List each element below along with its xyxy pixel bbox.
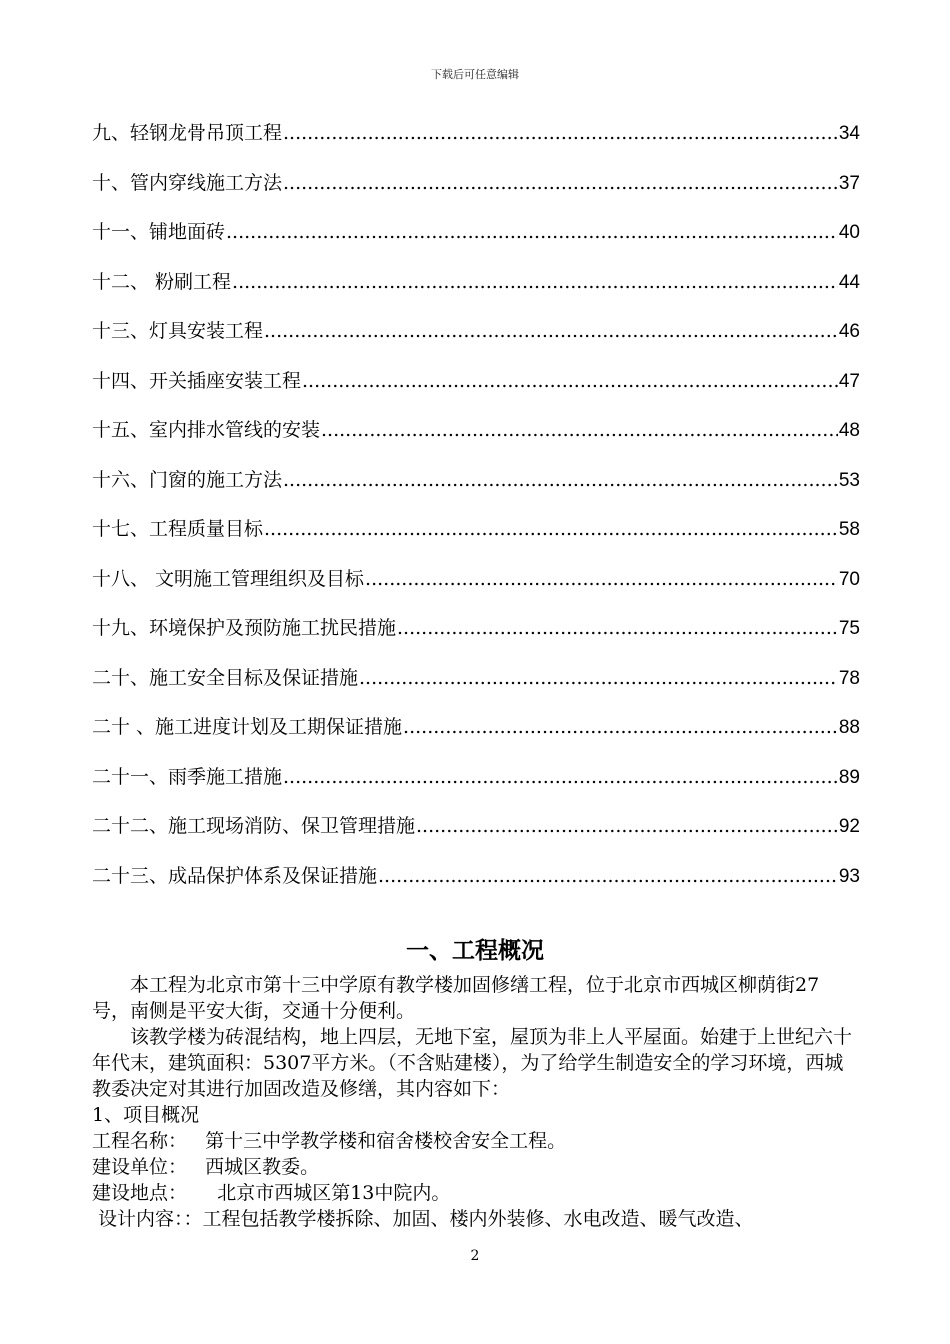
toc-entry-page: 37 [838,172,860,194]
toc-entry-label: 十一、铺地面砖 [92,221,226,243]
toc-entry[interactable] [92,858,860,908]
project-field: 设计内容：：工程包括教学楼拆除、加固、楼内外装修、水电改造、暖气改造、 [92,1208,754,1230]
project-field: 建设地点： 北京市西城区第13中院内。 [92,1182,451,1204]
toc-leader-dots [232,264,838,300]
toc-entry[interactable] [92,511,860,561]
toc-entry[interactable] [92,808,860,858]
toc-entry-page: 93 [838,865,860,887]
toc-entry-label: 九、轻钢龙骨吊顶工程 [92,122,283,144]
section-body [92,972,862,1232]
toc-entry-page: 92 [838,816,860,837]
project-field: 建设单位： 西城区教委。 [92,1156,320,1178]
toc-entry[interactable] [92,610,860,660]
toc-entry[interactable] [92,264,860,314]
toc-entry-label: 十、管内穿线施工方法 [92,171,283,194]
toc-entry[interactable] [92,462,860,512]
toc-entry[interactable] [92,214,860,264]
toc-entry-page: 75 [838,618,860,639]
toc-leader-dots [359,660,838,696]
toc-leader-dots [283,759,838,795]
toc-leader-dots [365,561,838,597]
toc-entry-label: 十九、环境保护及预防施工扰民措施 [92,617,397,639]
toc-entry-label: 十二、 粉刷工程 [92,270,232,293]
toc-leader-dots [416,808,838,844]
toc-leader-dots [283,165,838,201]
page-header: 下载后可任意编辑 [431,68,519,81]
toc-entry-page: 78 [838,667,860,689]
toc-entry[interactable] [92,660,860,710]
toc-entry[interactable] [92,709,860,759]
toc-entry-label: 十八、 文明施工管理组织及目标 [92,567,365,590]
toc-entry-page: 40 [838,222,860,243]
toc-leader-dots [264,313,838,349]
toc-entry[interactable] [92,313,860,363]
body-paragraph: 该教学楼为砖混结构，地上四层，无地下室，屋顶为非上人平屋面。始建于上世纪六十年代末，建筑面积：5307平方米。（不含贴建楼），为了给学生制造安全的学习环境，西城教委决定对其进行加固改造及修缮，其内容如下： [92,1026,853,1100]
body-paragraph: 本工程为北京市第十三中学原有教学楼加固修缮工程，位于北京市西城区柳荫街27 号，南侧是平安大街，交通十分便利。 [92,974,820,1022]
toc-entry-page: 34 [838,123,860,144]
toc-leader-dots [378,858,838,894]
toc-entry-page: 88 [838,717,860,738]
toc-entry-page: 47 [838,370,860,392]
toc-entry-label: 二十三、成品保护体系及保证措施 [92,864,378,887]
section-heading: 一、工程概况 [406,938,544,964]
subsection-heading: 1、项目概况 [92,1104,200,1126]
toc-entry-page: 58 [838,519,860,540]
toc-entry[interactable] [92,165,860,215]
toc-entry[interactable] [92,561,860,611]
toc-leader-dots [264,511,838,547]
toc-entry-label: 十四、开关插座安装工程 [92,369,302,392]
toc-entry-page: 70 [838,568,860,590]
toc-entry-label: 十七、工程质量目标 [92,518,264,540]
toc-leader-dots [397,610,838,646]
toc-entry-label: 二十一、雨季施工措施 [92,765,283,788]
toc-leader-dots [226,214,838,250]
page-number: 2 [470,1248,480,1264]
toc-entry[interactable] [92,759,860,809]
toc-entry[interactable] [92,115,860,165]
toc-entry[interactable] [92,363,860,413]
toc-leader-dots [283,462,838,498]
toc-entry-page: 48 [838,420,860,441]
toc-entry-label: 二十二、施工现场消防、保卫管理措施 [92,815,416,837]
toc-entry-label: 十六、门窗的施工方法 [92,468,283,491]
toc-entry-label: 十三、灯具安装工程 [92,320,264,342]
toc-entry-page: 53 [838,469,860,491]
toc-entry-page: 46 [838,321,860,342]
toc-leader-dots [321,412,838,448]
toc-leader-dots [283,115,838,151]
toc-entry-label: 二十 、施工进度计划及工期保证措施 [92,716,403,738]
toc-entry-page: 89 [838,766,860,788]
toc-entry[interactable] [92,412,860,462]
toc-leader-dots [403,709,838,745]
toc-leader-dots [302,363,838,399]
table-of-contents [92,115,860,907]
toc-entry-page: 44 [838,271,860,293]
project-field: 工程名称： 第十三中学教学楼和宿舍楼校舍安全工程。 [92,1130,567,1152]
toc-entry-label: 二十、施工安全目标及保证措施 [92,666,359,689]
toc-entry-label: 十五、室内排水管线的安装 [92,419,321,441]
